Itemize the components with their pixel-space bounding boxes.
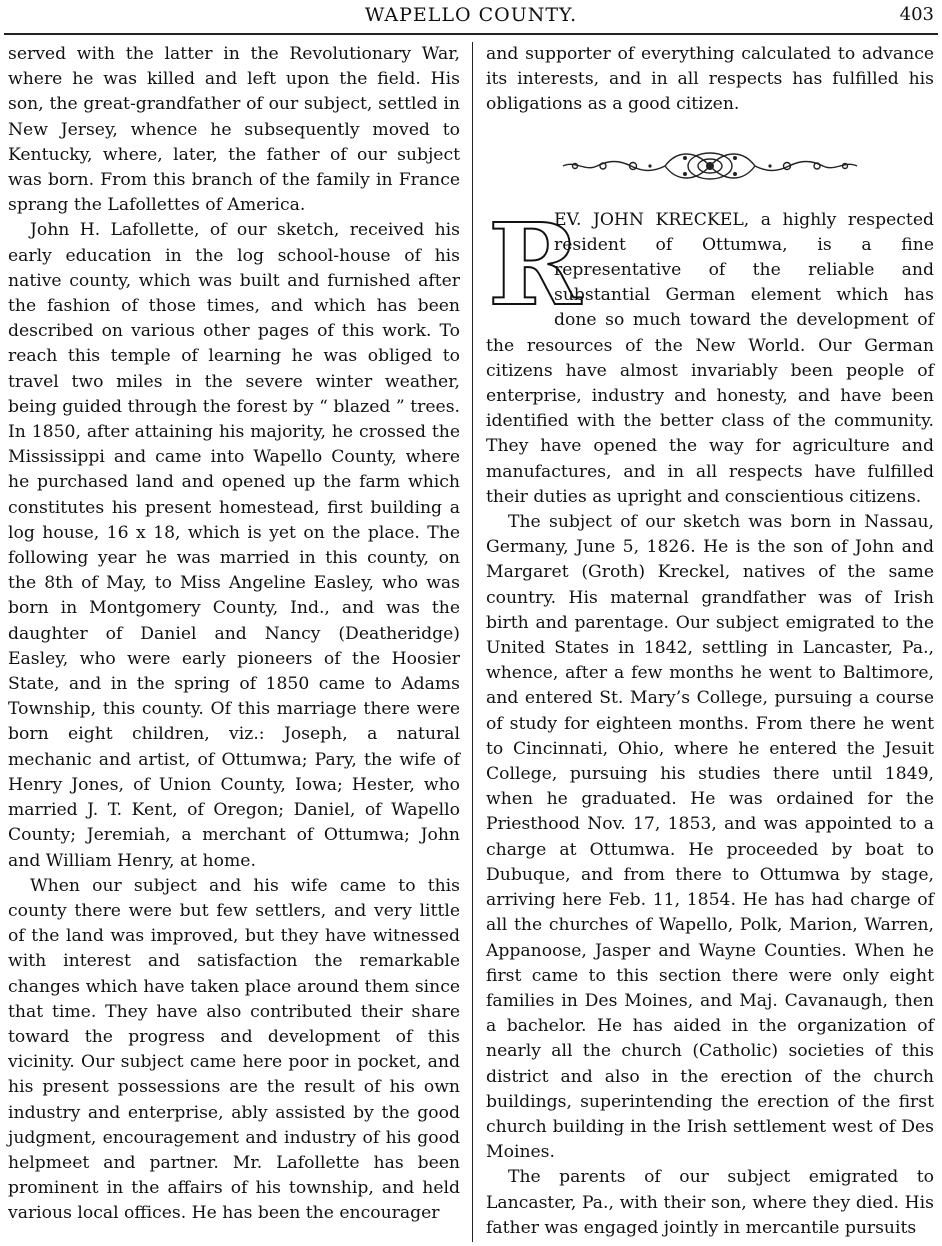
section-ornament (486, 138, 934, 194)
ornament-flourish (555, 146, 865, 186)
page-number: 403 (899, 4, 934, 25)
paragraph: The subject of our sketch was born in Nassau, Germany, June 5, 1826. He is the son of John and Margaret (Groth) Kreckel, natives of the same country. His maternal grandfather was of Irish birth and parentage. Our subject emigrated to the United States in 1842, settling in Lancaster, Pa., whence, after a few months he went to Baltimore, and entered St. Mary’s College, pursuing a course of study for eighteen months. From there he went to Cincinnati, Ohio, where he entered the Jesuit College, pursuing his studies there until 1849, when he graduated. He was ordained for the Priesthood Nov. 17, 1853, and was appointed to a charge at Ottumwa. He proceeded by boat to Dubuque, and from there to Ottumwa by stage, arriving here Feb. 11, 1854. He has had charge of all the churches of Wapello, Polk, Marion, Warren, Appanoose, Jasper and Wayne Counties. When he first came to this section there were only eight families in Des Moines, and Maj. Cavanaugh, then a bachelor. He has aided in the organization of nearly all the church (Catholic) societies of this district and also in the erection of the church buildings, superintending the erection of the first church building in the Irish settlement west of Des Moines. (486, 512, 934, 1163)
paragraph: The parents of our subject emigrated to Lancaster, Pa., with their son, where they died. His father was engaged jointly in mercantile pursuits (486, 1167, 934, 1238)
paragraph: and supporter of everything calculated to advance its interests, and in all respects has fulfilled his obligations as a good citizen. (486, 44, 934, 115)
paragraph: served with the latter in the Revolutionary War, where he was killed and left upon the field. His son, the great-grandfather of our subject, settled in New Jersey, whence he subsequently moved to Kentucky, where, later, the father of our subject was born. From this branch of the family in France sprang the Lafollettes of America. (8, 44, 460, 216)
biography-lead: EV. JOHN KRECKEL, a highly respected resident of Ottumwa, is a fine representative of the reliable and substantial German element which has done so much toward the development of the resources of the New World. Our German citizens have almost invariably been people of enterprise, industry and honesty, and have been identified with the better class of the community. They have opened the way for agriculture and manufactures, and in all respects have fulfilled their duties as upright and conscientious citizens. (486, 209, 934, 507)
drop-cap-letter: R (488, 199, 582, 331)
paragraph: When our subject and his wife came to this county there were but few settlers, and very little of the land was improved, but they have witnessed with interest and satisfaction the remarkable changes which have taken place around them since that time. They have also contributed their share toward the progress and development of this vicinity. Our subject came here poor in pocket, and his present possessions are the result of his own industry and enterprise, ably assisted by the good judgment, encouragement and industry of his good helpmeet and partner. Mr. Lafollette has been prominent in the affairs of his township, and held various local offices. He has been the encourager (8, 875, 460, 1224)
paragraph: John H. Lafollette, of our sketch, received his early education in the log school-house of his native county, which was built and furnished after the fashion of those times, and which has been described on various other pages of this work. To reach this temple of learning he was obliged to travel two miles in the severe winter weather, being guided through the forest by “ blazed ” trees. In 1850, after attaining his majority, he crossed the Mississippi and came into Wapello County, where he purchased land and opened up the farm which constitutes his present homestead, first building a log house, 16 x 18, which is yet on the place. The following year he was married in this county, on the 8th of May, to Miss Angeline Easley, who was born in Montgomery County, Ind., and was the daughter of Daniel and Nancy (Deatheridge) Easley, who were early pioneers of the Hoosier State, and in the spring of 1850 came to Adams Township, this county. Of this marriage there were born eight children, viz.: Joseph, a natural mechanic and artist, of Ottumwa; Pary, the wife of Henry Jones, of Union County, Iowa; Hester, who married J. T. Kent, of Oregon; Daniel, of Wapello County; Jeremiah, a merchant of Ottumwa; John and William Henry, at home. (8, 220, 460, 871)
left-column (8, 42, 460, 1246)
column-rule (472, 42, 473, 1242)
page-header (0, 0, 942, 32)
running-title: WAPELLO COUNTY. (364, 4, 578, 26)
right-column (486, 42, 934, 1246)
drop-cap (486, 199, 582, 331)
header-rule (4, 33, 938, 35)
